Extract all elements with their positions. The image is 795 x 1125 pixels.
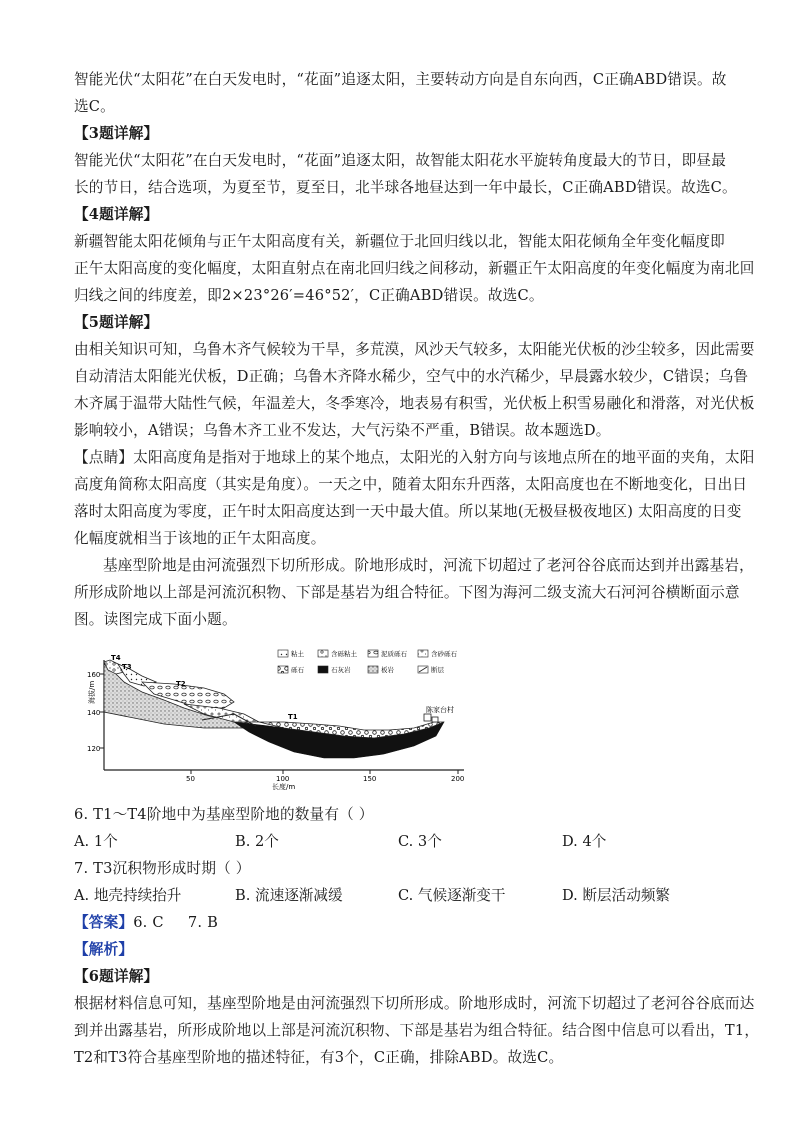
y-tick-label: 160 (87, 671, 101, 679)
river-valley-cross-section-figure (84, 642, 480, 790)
legend-label: 断层 (431, 666, 444, 674)
y-axis-label: 海拔/m (88, 680, 96, 704)
text-line: 影响较小，A错误；乌鲁木齐工业不发达，大气污染不严重，B错误。故本题选D。 (74, 422, 611, 439)
q6-option-a: A. 1个 (74, 833, 118, 850)
terrace-label-t1: T1 (288, 713, 298, 721)
text-line: 智能光伏“太阳花”在白天发电时，“花面”追逐太阳，主要转动方向是自东向西，C正确ABD错误。故 (74, 71, 727, 88)
figure-legend (278, 649, 458, 674)
x-axis-label: 长度/m (272, 783, 296, 790)
q7-option-d: D. 断层活动频繁 (562, 887, 671, 904)
legend-label: 含砂砾石 (431, 650, 457, 658)
x-tick-label: 200 (451, 775, 465, 783)
text-line: 自动清洁太阳能光伏板，D正确；乌鲁木齐降水稀少，空气中的水汽稀少，早晨露水较少，C错误；乌鲁 (74, 368, 749, 385)
text-line: 选C。 (74, 98, 115, 115)
q7-option-b: B. 流速逐渐减缓 (235, 887, 343, 904)
text-line: 到并出露基岩，所形成阶地以上部是河流沉积物、下部是基岩为组合特征。结合图中信息可以看出，T1， (74, 1022, 760, 1039)
terrace-label-t3: T3 (122, 663, 132, 671)
text-line: 基座型阶地是由河流强烈下切所形成。阶地形成时，河流下切超过了老河谷谷底而达到并出露基岩， (103, 557, 754, 574)
village-label: 陈家台村 (426, 706, 454, 714)
text-line: 所形成阶地以上部是河流沉积物、下部是基岩为组合特征。下图为海河二级支流大石河河谷横断面示意 (74, 584, 740, 601)
text-line: 长的节日，结合选项，为夏至节，夏至日，北半球各地昼达到一年中最长，C正确ABD错误。故选C。 (74, 179, 737, 196)
section-heading: 【4题详解】 (74, 206, 159, 223)
text-line: 智能光伏“太阳花”在白天发电时，“花面”追逐太阳，故智能太阳花水平旋转角度最大的节日，即昼最 (74, 152, 726, 169)
village-house-icon (424, 714, 431, 721)
terrace-label-t4: T4 (111, 654, 121, 662)
question-7: 7. T3沉积物形成时期（ ） (74, 860, 251, 877)
legend-label: 石灰岩 (331, 666, 351, 674)
y-tick-label: 120 (87, 745, 101, 753)
q6-option-d: D. 4个 (562, 833, 607, 850)
question-6: 6. T1～T4阶地中为基座型阶地的数量有（ ） (74, 806, 374, 823)
q7-option-a: A. 地壳持续抬升 (74, 887, 182, 904)
legend-label: 砾石 (291, 666, 304, 674)
legend-label: 粘土 (291, 650, 304, 658)
text-line: 新疆智能太阳花倾角与正午太阳高度有关，新疆位于北回归线以北，智能太阳花倾角全年变化幅度即 (74, 233, 725, 250)
terrace-label-t2: T2 (176, 680, 186, 688)
analysis-label: 【解析】 (74, 941, 134, 958)
q6-option-b: B. 2个 (235, 833, 279, 850)
text-line: T2和T3符合基座型阶地的描述特征，有3个，C正确，排除ABD。故选C。 (74, 1049, 564, 1066)
text-line: 化幅度就相当于该地的正午太阳高度。 (74, 530, 326, 547)
section-heading: 【5题详解】 (74, 314, 159, 331)
text-line: 高度角简称太阳高度（其实是角度）。一天之中，随着太阳东升西落，太阳高度也在不断地变化，日出日 (74, 476, 748, 493)
text-line: 归线之间的纬度差，即2×23°26′=46°52′，C正确ABD错误。故选C。 (74, 287, 544, 304)
text-line: 木齐属于温带大陆性气候，年温差大，冬季寒冷，地表易有积雪，光伏板上积雪易融化和滑落，对光伏板 (74, 395, 755, 412)
answer-text: 6. C 7. B (133, 914, 218, 931)
q7-option-c: C. 气候逐渐变干 (398, 887, 506, 904)
text-line: 由相关知识可知，乌鲁木齐气候较为干旱，多荒漠，风沙天气较多，太阳能光伏板的沙尘较多，因此需要 (74, 341, 755, 358)
q6-option-c: C. 3个 (398, 833, 442, 850)
answer-label: 【答案】 (74, 914, 134, 931)
text-line: 落时太阳高度为零度，正午时太阳高度达到一天中最大值。所以某地(无极昼极夜地区) 太阳高度的日变 (74, 503, 742, 520)
text-line: 根据材料信息可知，基座型阶地是由河流强烈下切所形成。阶地形成时，河流下切超过了老河谷谷底而达 (74, 995, 755, 1012)
section-heading: 【3题详解】 (74, 125, 159, 142)
village-house-icon (432, 717, 438, 722)
cross-section-diagram (84, 642, 480, 790)
x-tick-label: 50 (186, 775, 195, 783)
legend-label: 泥质砾石 (381, 650, 407, 658)
legend-label: 板岩 (381, 666, 394, 674)
legend-label: 含砾粘土 (331, 650, 357, 658)
text-line: 正午太阳高度的变化幅度，太阳直射点在南北回归线之间移动，新疆正午太阳高度的年变化幅度为南北回 (74, 260, 755, 277)
text-line: 【点睛】太阳高度角是指对于地球上的某个地点，太阳光的入射方向与该地点所在的地平面的夹角，太阳 (74, 449, 755, 466)
section-heading: 【6题详解】 (74, 968, 159, 985)
x-tick-label: 100 (276, 775, 290, 783)
x-tick-label: 150 (363, 775, 377, 783)
answer-line (74, 913, 724, 933)
text-line: 图。读图完成下面小题。 (74, 611, 237, 628)
y-tick-label: 140 (87, 709, 101, 717)
